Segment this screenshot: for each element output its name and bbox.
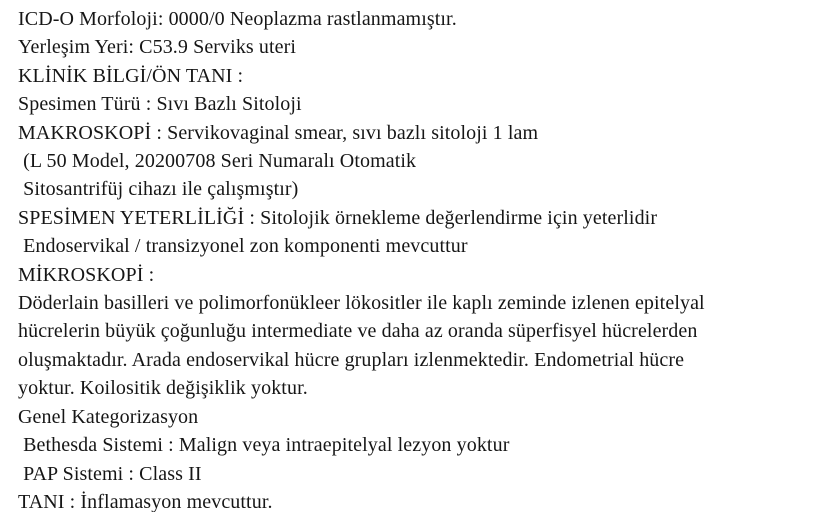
line-macroscopy: MAKROSKOPİ : Servikovaginal smear, sıvı bazlı sitoloji 1 lam xyxy=(18,121,539,144)
line-microscopy-text-3: oluşmaktadır. Arada endoservikal hücre grupları izlenmektedir. Endometrial hücre xyxy=(18,348,685,371)
line-macroscopy-cont-1: (L 50 Model, 20200708 Seri Numaralı Otomatik xyxy=(18,150,417,173)
line-pap-system: PAP Sistemi : Class II xyxy=(18,462,202,485)
line-bethesda-system: Bethesda Sistemi : Malign veya intraepitelyal lezyon yoktur xyxy=(18,434,510,457)
line-microscopy-text-1: Döderlain basilleri ve polimorfonükleer lökositler ile kaplı zeminde izlenen epitelyal xyxy=(18,292,705,315)
line-microscopy-header: MİKROSKOPİ : xyxy=(18,263,155,286)
line-diagnosis: TANI : İnflamasyon mevcuttur. xyxy=(18,490,273,512)
line-endocervical-zone: Endoservikal / transizyonel zon komponenti mevcuttur xyxy=(18,235,468,258)
line-location-site: Yerleşim Yeri: C53.9 Serviks uteri xyxy=(18,36,297,59)
line-macroscopy-cont-2: Sitosantrifüj cihazı ile çalışmıştır) xyxy=(18,178,299,201)
line-general-category: Genel Kategorizasyon xyxy=(18,405,199,428)
line-clinical-info-header: KLİNİK BİLGİ/ÖN TANI : xyxy=(18,64,244,87)
line-microscopy-text-4: yoktur. Koilositik değişiklik yoktur. xyxy=(18,377,308,400)
line-specimen-type: Spesimen Türü : Sıvı Bazlı Sitoloji xyxy=(18,93,302,116)
line-microscopy-text-2: hücrelerin büyük çoğunluğu intermediate ve daha az oranda süperfisyel hücrelerden xyxy=(18,320,698,343)
line-icdo-morphology: ICD-O Morfoloji: 0000/0 Neoplazma rastlanmamıştır. xyxy=(18,8,457,30)
line-specimen-adequacy: SPESİMEN YETERLİLİĞİ : Sitolojik örnekleme değerlendirme için yeterlidir xyxy=(18,206,658,229)
